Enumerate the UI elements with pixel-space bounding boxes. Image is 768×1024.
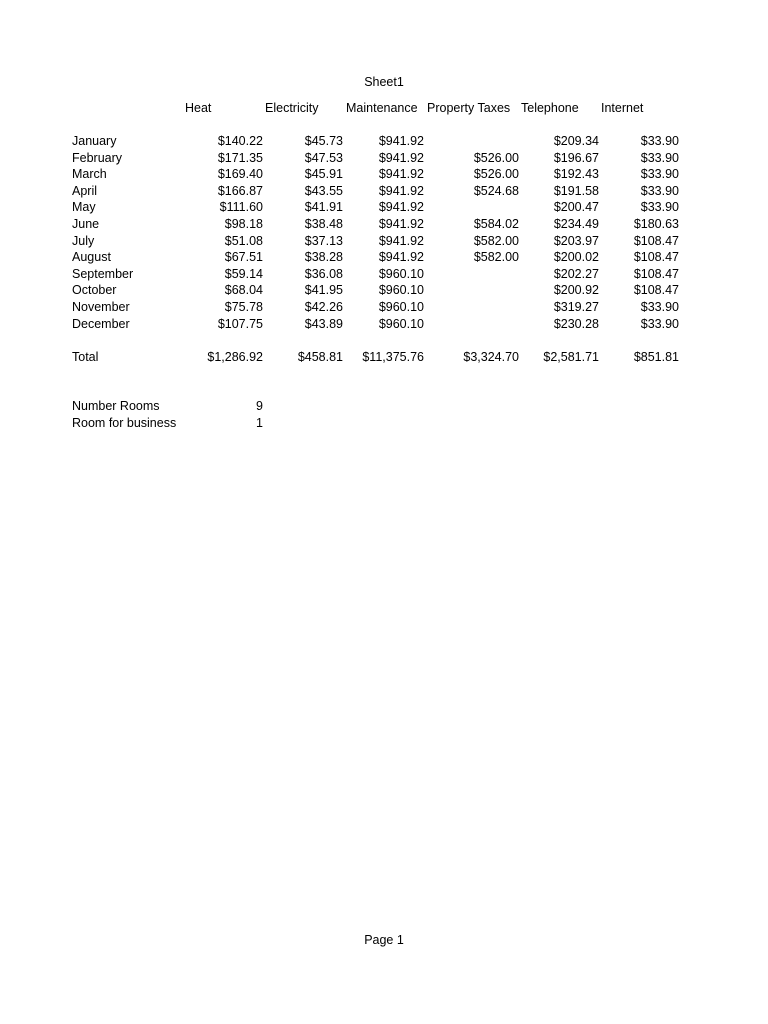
- table-cell-property-taxes: $524.68: [473, 184, 519, 198]
- table-cell-property-taxes: $582.00: [473, 234, 519, 248]
- month-label: August: [72, 250, 111, 264]
- table-cell-telephone: $200.47: [553, 200, 599, 214]
- table-cell-telephone: $191.58: [553, 184, 599, 198]
- column-header-maintenance: Maintenance: [346, 101, 418, 115]
- table-cell-maintenance: $941.92: [378, 200, 424, 214]
- table-cell-heat: $107.75: [217, 317, 263, 331]
- table-cell-internet: $33.90: [640, 151, 679, 165]
- table-cell-electricity: $45.73: [304, 134, 343, 148]
- table-cell-maintenance: $960.10: [378, 267, 424, 281]
- table-cell-electricity: $38.28: [304, 250, 343, 264]
- table-cell-heat: $59.14: [224, 267, 263, 281]
- table-cell-heat: $98.18: [224, 217, 263, 231]
- room-for-business-label: Room for business: [72, 416, 177, 430]
- table-cell-electricity: $38.48: [304, 217, 343, 231]
- table-cell-telephone: $203.97: [553, 234, 599, 248]
- column-header-property-taxes: Property Taxes: [427, 101, 511, 115]
- month-label: October: [72, 283, 117, 297]
- table-cell-maintenance: $941.92: [378, 134, 424, 148]
- table-cell-internet: $33.90: [640, 134, 679, 148]
- table-cell-internet: $180.63: [633, 217, 679, 231]
- table-cell-property-taxes: $582.00: [473, 250, 519, 264]
- table-cell-maintenance: $941.92: [378, 217, 424, 231]
- table-cell-property-taxes: $584.02: [473, 217, 519, 231]
- table-cell-heat: $140.22: [217, 134, 263, 148]
- table-cell-heat: $111.60: [219, 200, 263, 214]
- table-cell-property-taxes: $526.00: [473, 151, 519, 165]
- table-cell-internet: $33.90: [640, 200, 679, 214]
- column-header-telephone: Telephone: [521, 101, 579, 115]
- table-cell-heat: $171.35: [217, 151, 263, 165]
- table-cell-electricity: $43.89: [304, 317, 343, 331]
- month-label: July: [72, 234, 95, 248]
- table-cell-telephone: $230.28: [553, 317, 599, 331]
- table-cell-telephone: $202.27: [553, 267, 599, 281]
- table-cell-heat: $68.04: [224, 283, 263, 297]
- table-cell-maintenance: $941.92: [378, 234, 424, 248]
- number-rooms-label: Number Rooms: [72, 399, 160, 413]
- table-cell-internet: $108.47: [633, 250, 679, 264]
- table-cell-telephone: $200.02: [553, 250, 599, 264]
- table-cell-maintenance: $941.92: [378, 167, 424, 181]
- room-for-business-value: 1: [256, 416, 263, 430]
- table-cell-telephone: $192.43: [553, 167, 599, 181]
- table-cell-heat: $67.51: [224, 250, 263, 264]
- table-cell-telephone: $234.49: [553, 217, 599, 231]
- total-cell-maintenance: $11,375.76: [362, 350, 424, 364]
- table-cell-electricity: $36.08: [304, 267, 343, 281]
- total-cell-telephone: $2,581.71: [543, 350, 599, 364]
- total-cell-property-taxes: $3,324.70: [463, 350, 519, 364]
- table-cell-electricity: $37.13: [304, 234, 343, 248]
- table-cell-electricity: $47.53: [304, 151, 343, 165]
- column-header-heat: Heat: [185, 101, 212, 115]
- table-cell-maintenance: $941.92: [378, 184, 424, 198]
- table-cell-internet: $108.47: [633, 283, 679, 297]
- table-cell-heat: $166.87: [217, 184, 263, 198]
- month-label: February: [72, 151, 123, 165]
- table-cell-electricity: $42.26: [304, 300, 343, 314]
- table-cell-internet: $33.90: [640, 184, 679, 198]
- month-label: April: [72, 184, 98, 198]
- table-cell-heat: $75.78: [224, 300, 263, 314]
- table-cell-maintenance: $941.92: [378, 151, 424, 165]
- table-cell-internet: $108.47: [633, 234, 679, 248]
- table-cell-telephone: $209.34: [553, 134, 599, 148]
- table-cell-internet: $33.90: [640, 300, 679, 314]
- month-label: December: [72, 317, 130, 331]
- column-header-electricity: Electricity: [265, 101, 319, 115]
- table-cell-heat: $51.08: [224, 234, 263, 248]
- table-cell-heat: $169.40: [217, 167, 263, 181]
- table-cell-maintenance: $960.10: [378, 283, 424, 297]
- month-label: March: [72, 167, 107, 181]
- table-cell-electricity: $45.91: [304, 167, 343, 181]
- total-cell-electricity: $458.81: [297, 350, 343, 364]
- total-cell-heat: $1,286.92: [207, 350, 263, 364]
- sheet-title: Sheet1: [364, 75, 404, 89]
- total-label: Total: [72, 350, 99, 364]
- page-footer: Page 1: [364, 933, 404, 947]
- table-cell-electricity: $43.55: [304, 184, 343, 198]
- table-cell-electricity: $41.95: [304, 283, 343, 297]
- table-cell-maintenance: $960.10: [378, 300, 424, 314]
- table-cell-internet: $33.90: [640, 167, 679, 181]
- table-cell-maintenance: $960.10: [378, 317, 424, 331]
- month-label: September: [72, 267, 134, 281]
- month-label: November: [72, 300, 130, 314]
- month-label: January: [72, 134, 117, 148]
- number-rooms-value: 9: [256, 399, 263, 413]
- total-cell-internet: $851.81: [633, 350, 679, 364]
- table-cell-telephone: $196.67: [553, 151, 599, 165]
- table-cell-telephone: $319.27: [553, 300, 599, 314]
- table-cell-maintenance: $941.92: [378, 250, 424, 264]
- table-cell-internet: $33.90: [640, 317, 679, 331]
- month-label: May: [72, 200, 96, 214]
- month-label: June: [72, 217, 100, 231]
- table-cell-property-taxes: $526.00: [473, 167, 519, 181]
- column-header-internet: Internet: [601, 101, 644, 115]
- table-cell-electricity: $41.91: [304, 200, 343, 214]
- table-cell-internet: $108.47: [633, 267, 679, 281]
- table-cell-telephone: $200.92: [553, 283, 599, 297]
